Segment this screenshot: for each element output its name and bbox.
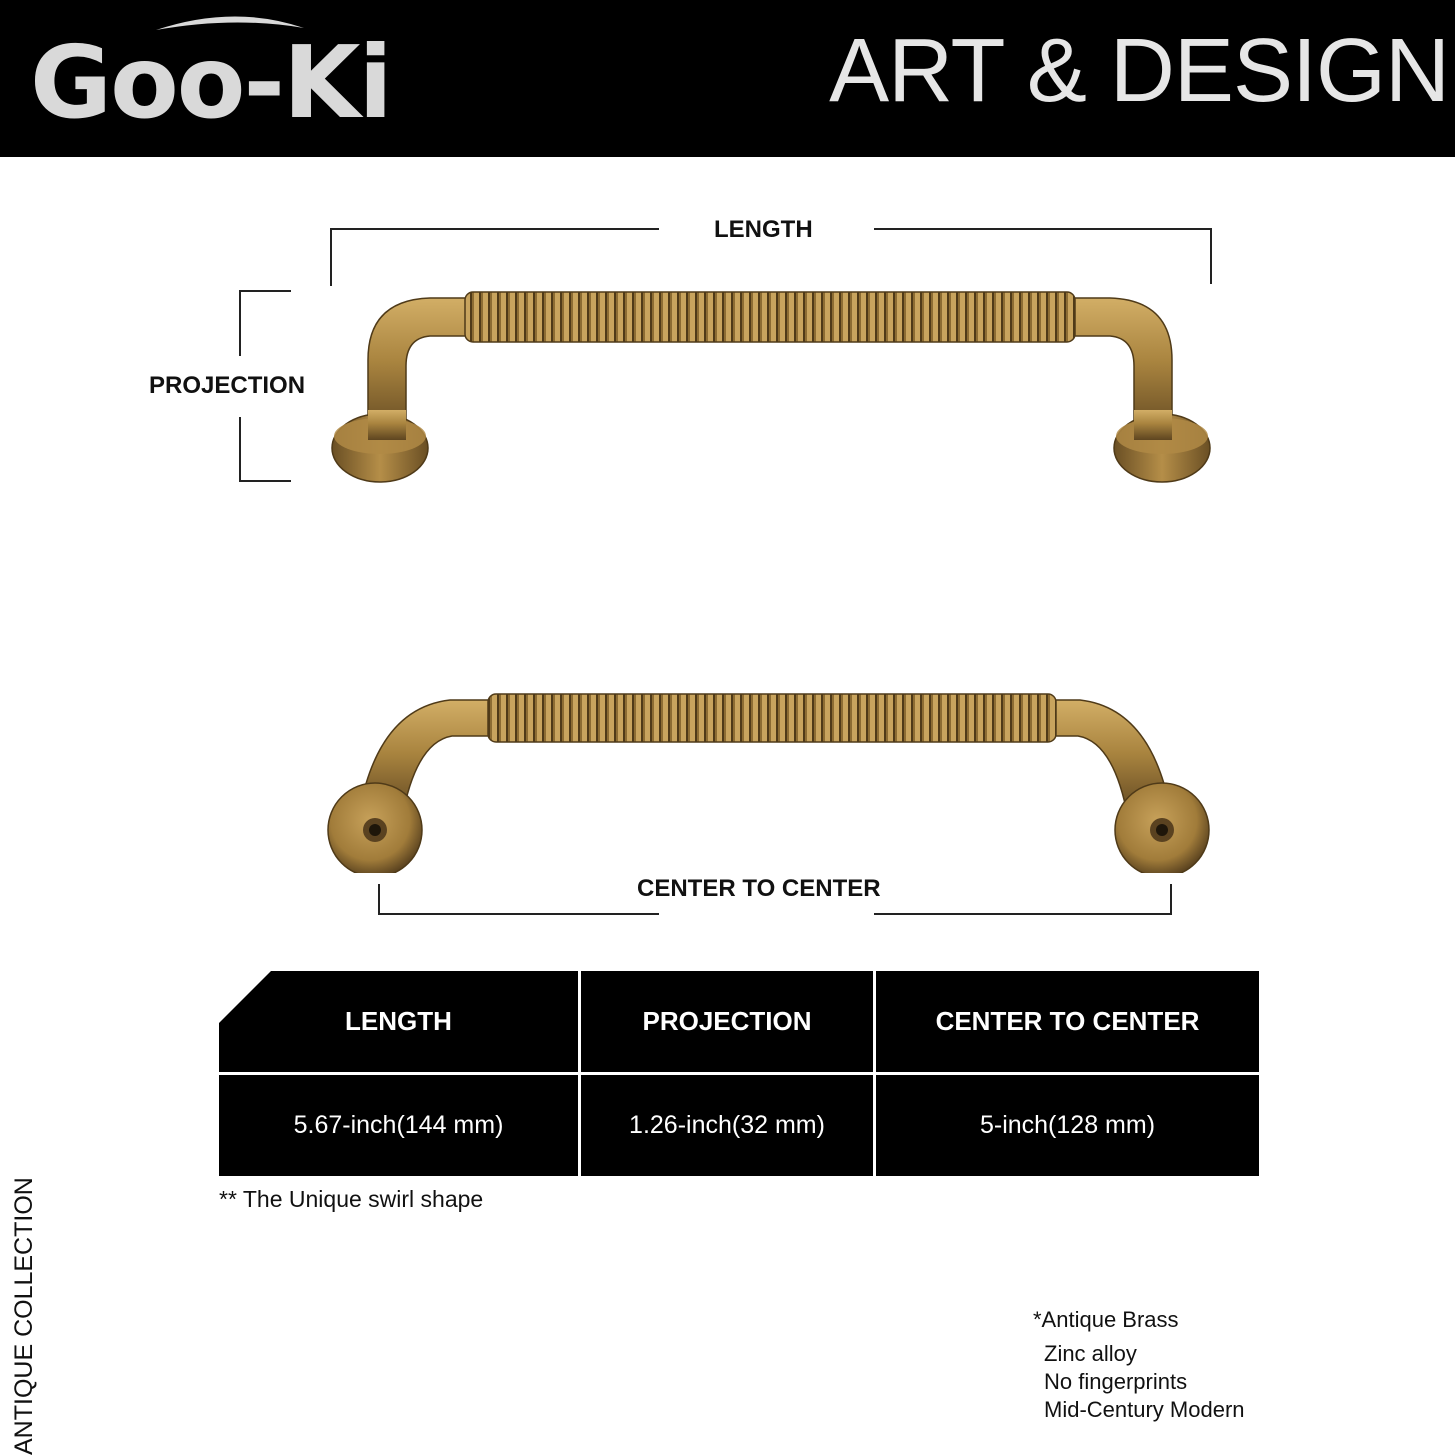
- projection-label: PROJECTION: [149, 372, 306, 399]
- swirl-note: ** The Unique swirl shape: [219, 1186, 484, 1212]
- table-header-center-to-center: CENTER TO CENTER: [876, 971, 1259, 1072]
- brand-logo: [24, 6, 424, 141]
- length-label: LENGTH: [714, 216, 813, 243]
- spec-table: [219, 971, 1259, 1176]
- projection-bracket-top: [239, 290, 291, 356]
- table-value-length: 5.67-inch(144 mm): [219, 1075, 578, 1176]
- handle-top-view: [320, 688, 1220, 873]
- header-banner: [0, 0, 1455, 157]
- feature-item-material: Zinc alloy: [1044, 1341, 1137, 1366]
- table-header-length: LENGTH: [219, 971, 578, 1072]
- length-bracket-right: [874, 228, 1212, 284]
- center-bracket-left: [378, 884, 659, 915]
- tagline: ART & DESIGN: [829, 21, 1449, 121]
- feature-item-style: Mid-Century Modern: [1044, 1397, 1245, 1422]
- table-value-center-to-center: 5-inch(128 mm): [876, 1075, 1259, 1176]
- collection-side-label: ANTIQUE COLLECTION: [10, 1177, 38, 1455]
- feature-item-material-finish: *Antique Brass: [1033, 1307, 1179, 1332]
- length-bracket-left: [330, 228, 659, 286]
- handle-side-view: [320, 280, 1220, 485]
- table-corner-notch: [219, 971, 271, 1023]
- feature-list: [1033, 1306, 1245, 1424]
- feature-item-fingerprints: No fingerprints: [1044, 1369, 1188, 1394]
- table-header-projection: PROJECTION: [581, 971, 873, 1072]
- center-bracket-right: [874, 884, 1172, 915]
- projection-bracket-bottom: [239, 417, 291, 482]
- table-value-projection: 1.26-inch(32 mm): [581, 1075, 873, 1176]
- brand-name: Goo-Ki: [30, 24, 391, 141]
- center-to-center-label: CENTER TO CENTER: [637, 875, 881, 902]
